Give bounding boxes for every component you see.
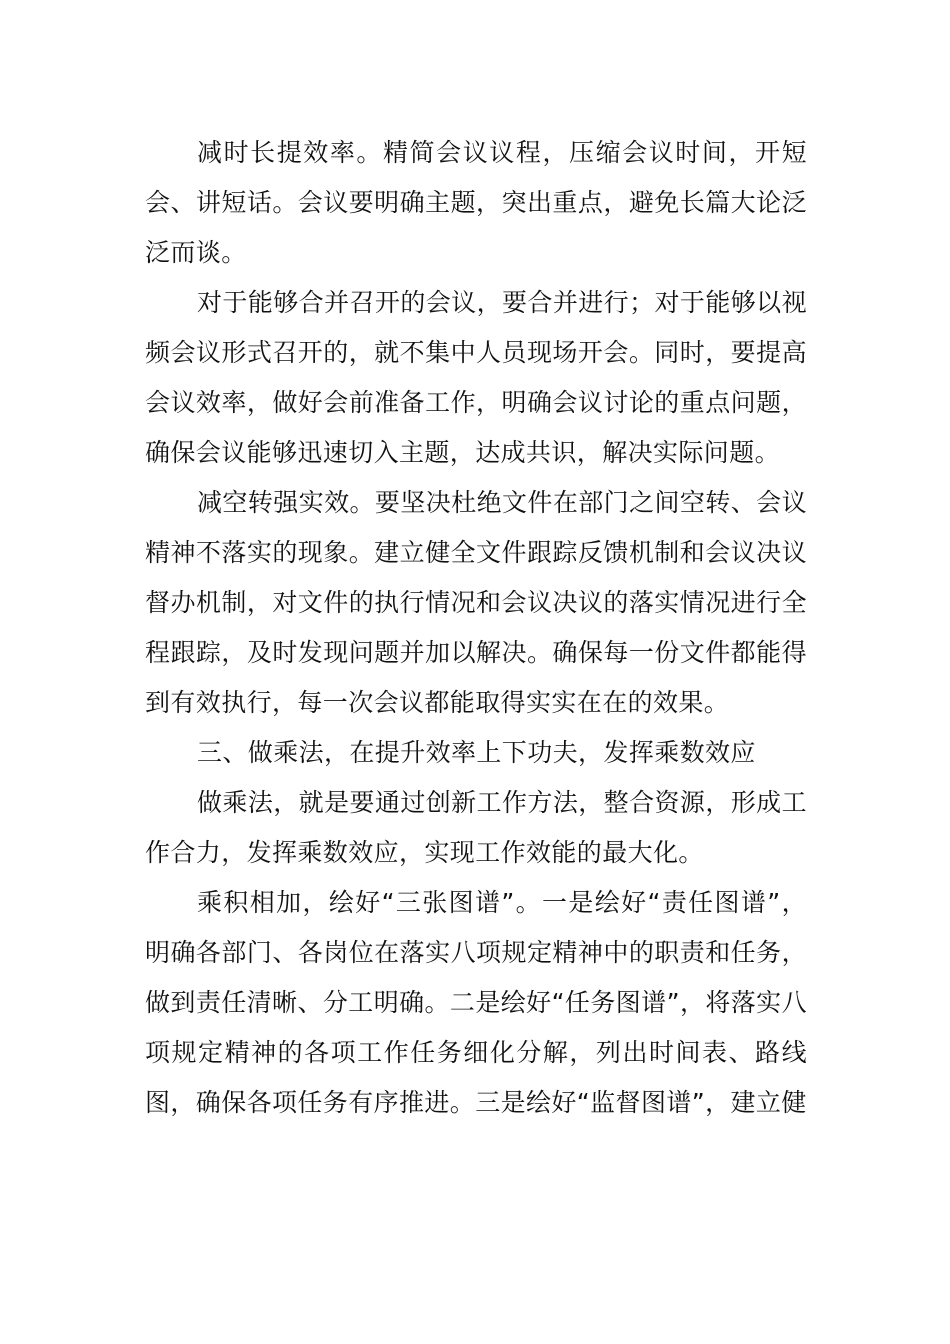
document-body bbox=[145, 128, 807, 1128]
paragraph-shorten-meetings: 减时长提效率。精简会议议程，压缩会议时间，开短会、讲短话。会议要明确主题，突出重点，避免长篇大论泛泛而谈。 bbox=[145, 138, 807, 267]
paragraph-multiplication-intro: 做乘法，就是要通过创新工作方法，整合资源，形成工作合力，发挥乘数效应，实现工作效能的最大化。 bbox=[145, 788, 807, 867]
paragraph-merge-meetings: 对于能够合并召开的会议，要合并进行；对于能够以视频会议形式召开的，就不集中人员现场开会。同时，要提高会议效率，做好会前准备工作，明确会议讨论的重点问题，确保会议能够迅速切入主题，达成共识，解决实际问题。 bbox=[145, 288, 807, 467]
paragraph-three-maps: 乘积相加，绘好“三张图谱”。一是绘好“责任图谱”，明确各部门、各岗位在落实八项规定精神中的职责和任务，做到责任清晰、分工明确。二是绘好“任务图谱”，将落实八项规定精神的各项工作任务细化分解，列出时间表、路线图，确保各项任务有序推进。三是绘好“监督图谱”，建立健 bbox=[145, 888, 807, 1117]
paragraph-reduce-idling: 减空转强实效。要坚决杜绝文件在部门之间空转、会议精神不落实的现象。建立健全文件跟踪反馈机制和会议决议督办机制，对文件的执行情况和会议决议的落实情况进行全程跟踪，及时发现问题并加以解决。确保每一份文件都能得到有效执行，每一次会议都能取得实实在在的效果。 bbox=[145, 488, 807, 717]
section-heading-multiplication: 三、做乘法，在提升效率上下功夫，发挥乘数效应 bbox=[197, 738, 756, 767]
